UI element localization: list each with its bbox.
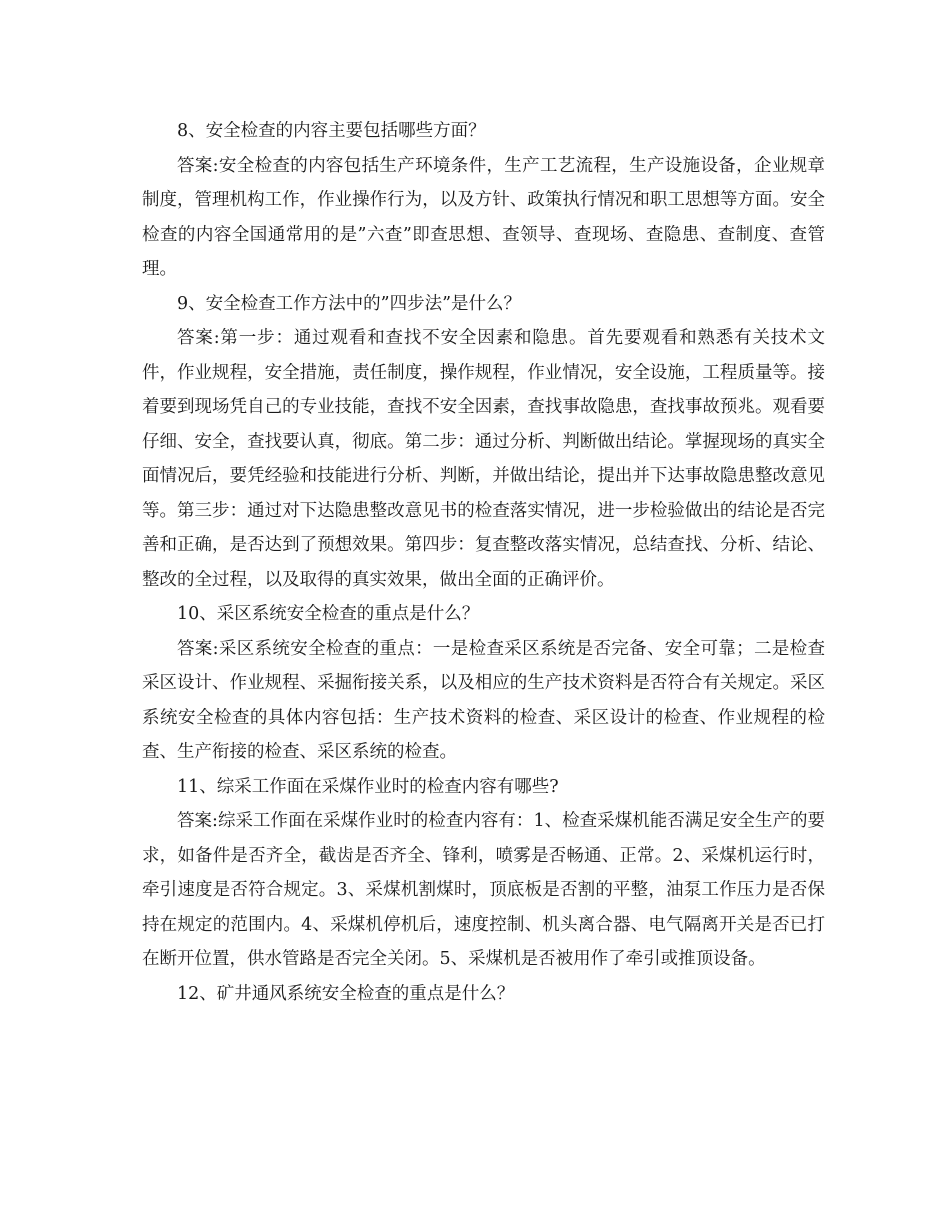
document-body	[142, 114, 825, 1011]
answer-10: 答案:采区系统安全检查的重点：一是检查采区系统是否完备、安全可靠；二是检查采区设计、作业规程、采掘衔接关系，以及相应的生产技术资料是否符合有关规定。采区系统安全检查的具体内容包括：生产技术资料的检查、采区设计的检查、作业规程的检查、生产衔接的检查、采区系统的检查。	[142, 638, 825, 762]
question-10: 10、采区系统安全检查的重点是什么？	[177, 604, 480, 624]
question-12: 12、矿井通风系统安全检查的重点是什么？	[177, 983, 515, 1004]
question-9: 9、安全检查工作方法中的”四步法”是什么？	[177, 293, 522, 314]
question-11: 11、综采工作面在采煤作业时的检查内容有哪些?	[177, 776, 559, 797]
answer-9: 答案:第一步：通过观看和查找不安全因素和隐患。首先要观看和熟悉有关技术文件，作业规程，安全措施，责任制度，操作规程，作业情况，安全设施，工程质量等。接着要到现场凭自己的专业技能，查找不安全因素，查找事故隐患，查找事故预兆。观看要仔细、安全，查找要认真，彻底。第二步：通过分析、判断做出结论。掌握现场的真实全面情况后，要凭经验和技能进行分析、判断，并做出结论，提出并下达事故隐患整改意见等。第三步：通过对下达隐患整改意见书的检查落实情况，进一步检验做出的结论是否完善和正确，是否达到了预想效果。第四步：复查整改落实情况，总结查找、分析、结论、整改的全过程，以及取得的真实效果，做出全面的正确评价。	[142, 328, 825, 590]
question-8: 8、安全检查的内容主要包括哪些方面？	[177, 121, 486, 141]
answer-8: 答案:安全检查的内容包括生产环境条件，生产工艺流程，生产设施设备，企业规章制度，管理机构工作，作业操作行为，以及方针、政策执行情况和职工思想等方面。安全检查的内容全国通常用的是”六查”即查思想、查领导、查现场、查隐患、查制度、查管理。	[142, 155, 825, 279]
answer-11: 答案:综采工作面在采煤作业时的检查内容有：1、检查采煤机能否满足安全生产的要求，如备件是否齐全，截齿是否齐全、锋利，喷雾是否畅通、正常。2、采煤机运行时，牵引速度是否符合规定。3、采煤机割煤时，顶底板是否割的平整，油泵工作压力是否保持在规定的范围内。4、采煤机停机后，速度控制、机头离合器、电气隔离开关是否已打在断开位置，供水管路是否完全关闭。5、采煤机是否被用作了牵引或推顶设备。	[142, 811, 825, 969]
